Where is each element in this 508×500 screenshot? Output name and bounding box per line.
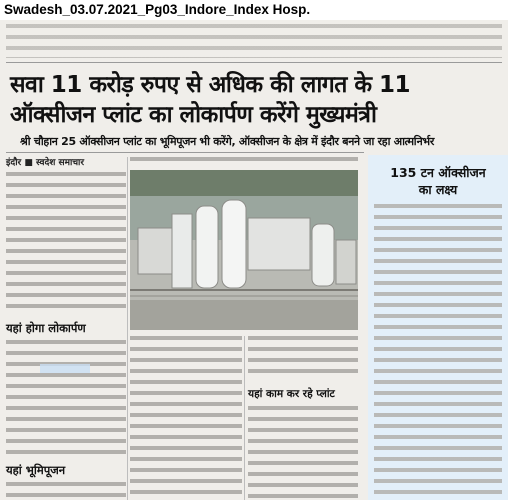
column-divider-2 [244, 336, 245, 500]
headline-line-1: सवा 11 करोड़ रुपए से अधिक की लागत के 11 [10, 72, 411, 98]
clipped-text-top [6, 24, 502, 58]
body-text-column-1c [6, 482, 126, 500]
body-text-column-2 [130, 336, 242, 500]
section-heading-work-progress: यहां काम कर रहे प्लांट [248, 388, 335, 400]
sidebar-heading-line-2: का लक्ष्य [418, 182, 458, 197]
section-heading-inauguration: यहां होगा लोकार्पण [6, 321, 86, 335]
body-text-column-1 [6, 172, 126, 312]
column-divider [127, 157, 128, 500]
oxygen-plant-photo [130, 170, 358, 330]
file-caption: Swadesh_03.07.2021_Pg03_Indore_Index Hosp. [4, 2, 311, 17]
sidebar-body-text [374, 204, 502, 500]
section-heading-groundbreaking: यहां भूमिपूजन [6, 463, 66, 477]
main-headline [10, 70, 502, 130]
body-text-column-1b [6, 340, 126, 457]
body-text-column-3a [248, 336, 358, 380]
highlighted-text [40, 364, 90, 373]
headline-line-2: ऑक्सीजन प्लांट का लोकार्पण करेंगे मुख्यमंत्री [10, 102, 377, 128]
sub-headline: श्री चौहान 25 ऑक्सीजन प्लांट का भूमिपूजन भी करेंगे, ऑक्सीजन के क्षेत्र में इंदौर बनने जा रहा आत्मनिर्भर [20, 135, 435, 148]
oxygen-plant-illustration [130, 170, 358, 330]
sub-headline-rule [6, 152, 364, 153]
top-divider [6, 62, 502, 63]
sidebar-heading [372, 164, 504, 198]
sidebar-heading-line-1: 135 टन ऑक्सीजन [390, 165, 486, 180]
body-text-column-2-top [130, 157, 358, 167]
body-text-column-3b [248, 406, 358, 500]
dateline: इंदौर ■ स्वदेश समाचार [6, 158, 85, 168]
